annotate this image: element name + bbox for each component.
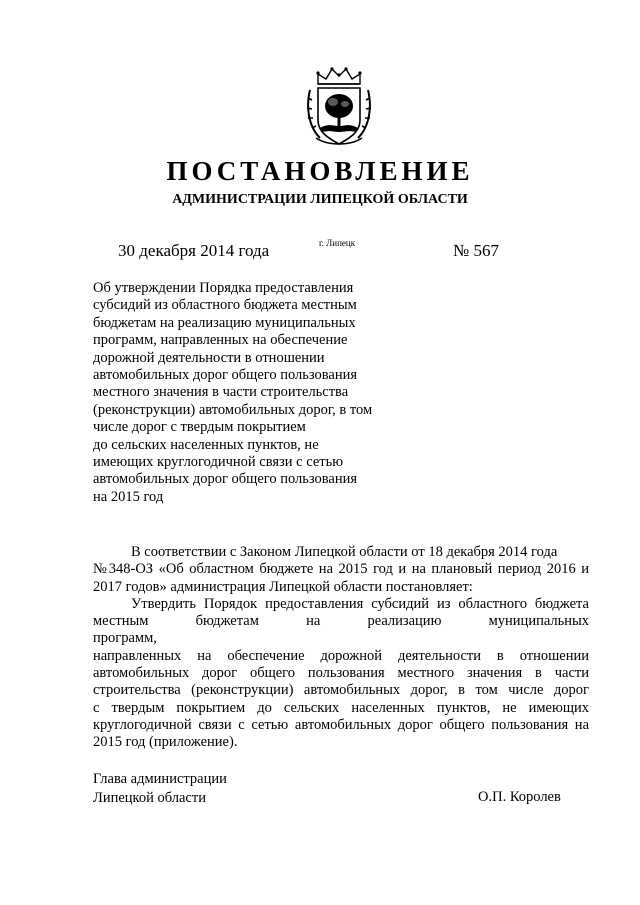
body-line: с твердым покрытием до сельских населенных пунктов, не имеющих xyxy=(93,699,589,716)
subject-line: бюджетам на реализацию муниципальных xyxy=(93,314,356,331)
body-line: Утвердить Порядок предоставления субсидий из областного бюджета xyxy=(131,595,589,612)
document-subject xyxy=(93,280,413,506)
signature-position xyxy=(93,770,227,808)
subject-line: Об утверждении Порядка предоставления xyxy=(93,280,354,296)
document-date: 30 декабря 2014 года xyxy=(118,241,270,260)
body-line: 2017 годов» администрация Липецкой области постановляет: xyxy=(93,578,473,595)
body-line: 2015 год (приложение). xyxy=(93,734,238,751)
subject-line: на 2015 год xyxy=(93,488,164,505)
subject-line: автомобильных дорог общего пользования xyxy=(93,471,358,488)
subject-line: субсидий из областного бюджета местным xyxy=(93,297,357,314)
body-line: местным бюджетам на реализацию муниципальных программ, xyxy=(93,613,589,647)
document-body xyxy=(93,544,589,752)
body-line: направленных на обеспечение дорожной деятельности в отношении xyxy=(93,647,589,664)
signature-position-line: Липецкой области xyxy=(93,790,206,806)
signature-position-line: Глава администрации xyxy=(93,771,227,787)
body-line: №348-ОЗ «Об областном бюджете на 2015 год и на плановый период 2016 и xyxy=(93,561,589,578)
coat-of-arms-icon xyxy=(304,66,374,148)
subject-line: программ, направленных на обеспечение xyxy=(93,332,348,349)
document-city: г. Липецк xyxy=(319,238,356,248)
subject-line: автомобильных дорог общего пользования xyxy=(93,367,358,384)
subject-line: дорожной деятельности в отношении xyxy=(93,349,325,366)
body-line: автомобильных дорог общего пользования местного значения в части xyxy=(93,665,589,682)
body-line: круглогодичной связи с сетью автомобильных дорог общего пользования на xyxy=(93,716,589,733)
document-title: ПОСТАНОВЛЕНИЕ xyxy=(166,156,474,186)
subject-line: до сельских населенных пунктов, не xyxy=(93,436,319,453)
body-line: строительства (реконструкции) автомобильных дорог, в том числе дорог xyxy=(93,682,589,699)
document-number: № 567 xyxy=(453,241,499,260)
signature-name: О.П. Королев xyxy=(478,789,561,805)
subject-line: местного значения в части строительства xyxy=(93,384,349,401)
subject-line: (реконструкции) автомобильных дорог, в том xyxy=(93,401,373,418)
subject-line: имеющих круглогодичной связи с сетью xyxy=(93,454,344,471)
body-line: В соответствии с Законом Липецкой области от 18 декабря 2014 года xyxy=(131,544,558,560)
document-subtitle: АДМИНИСТРАЦИИ ЛИПЕЦКОЙ ОБЛАСТИ xyxy=(172,192,468,207)
subject-line: числе дорог с твердым покрытием xyxy=(93,419,306,436)
